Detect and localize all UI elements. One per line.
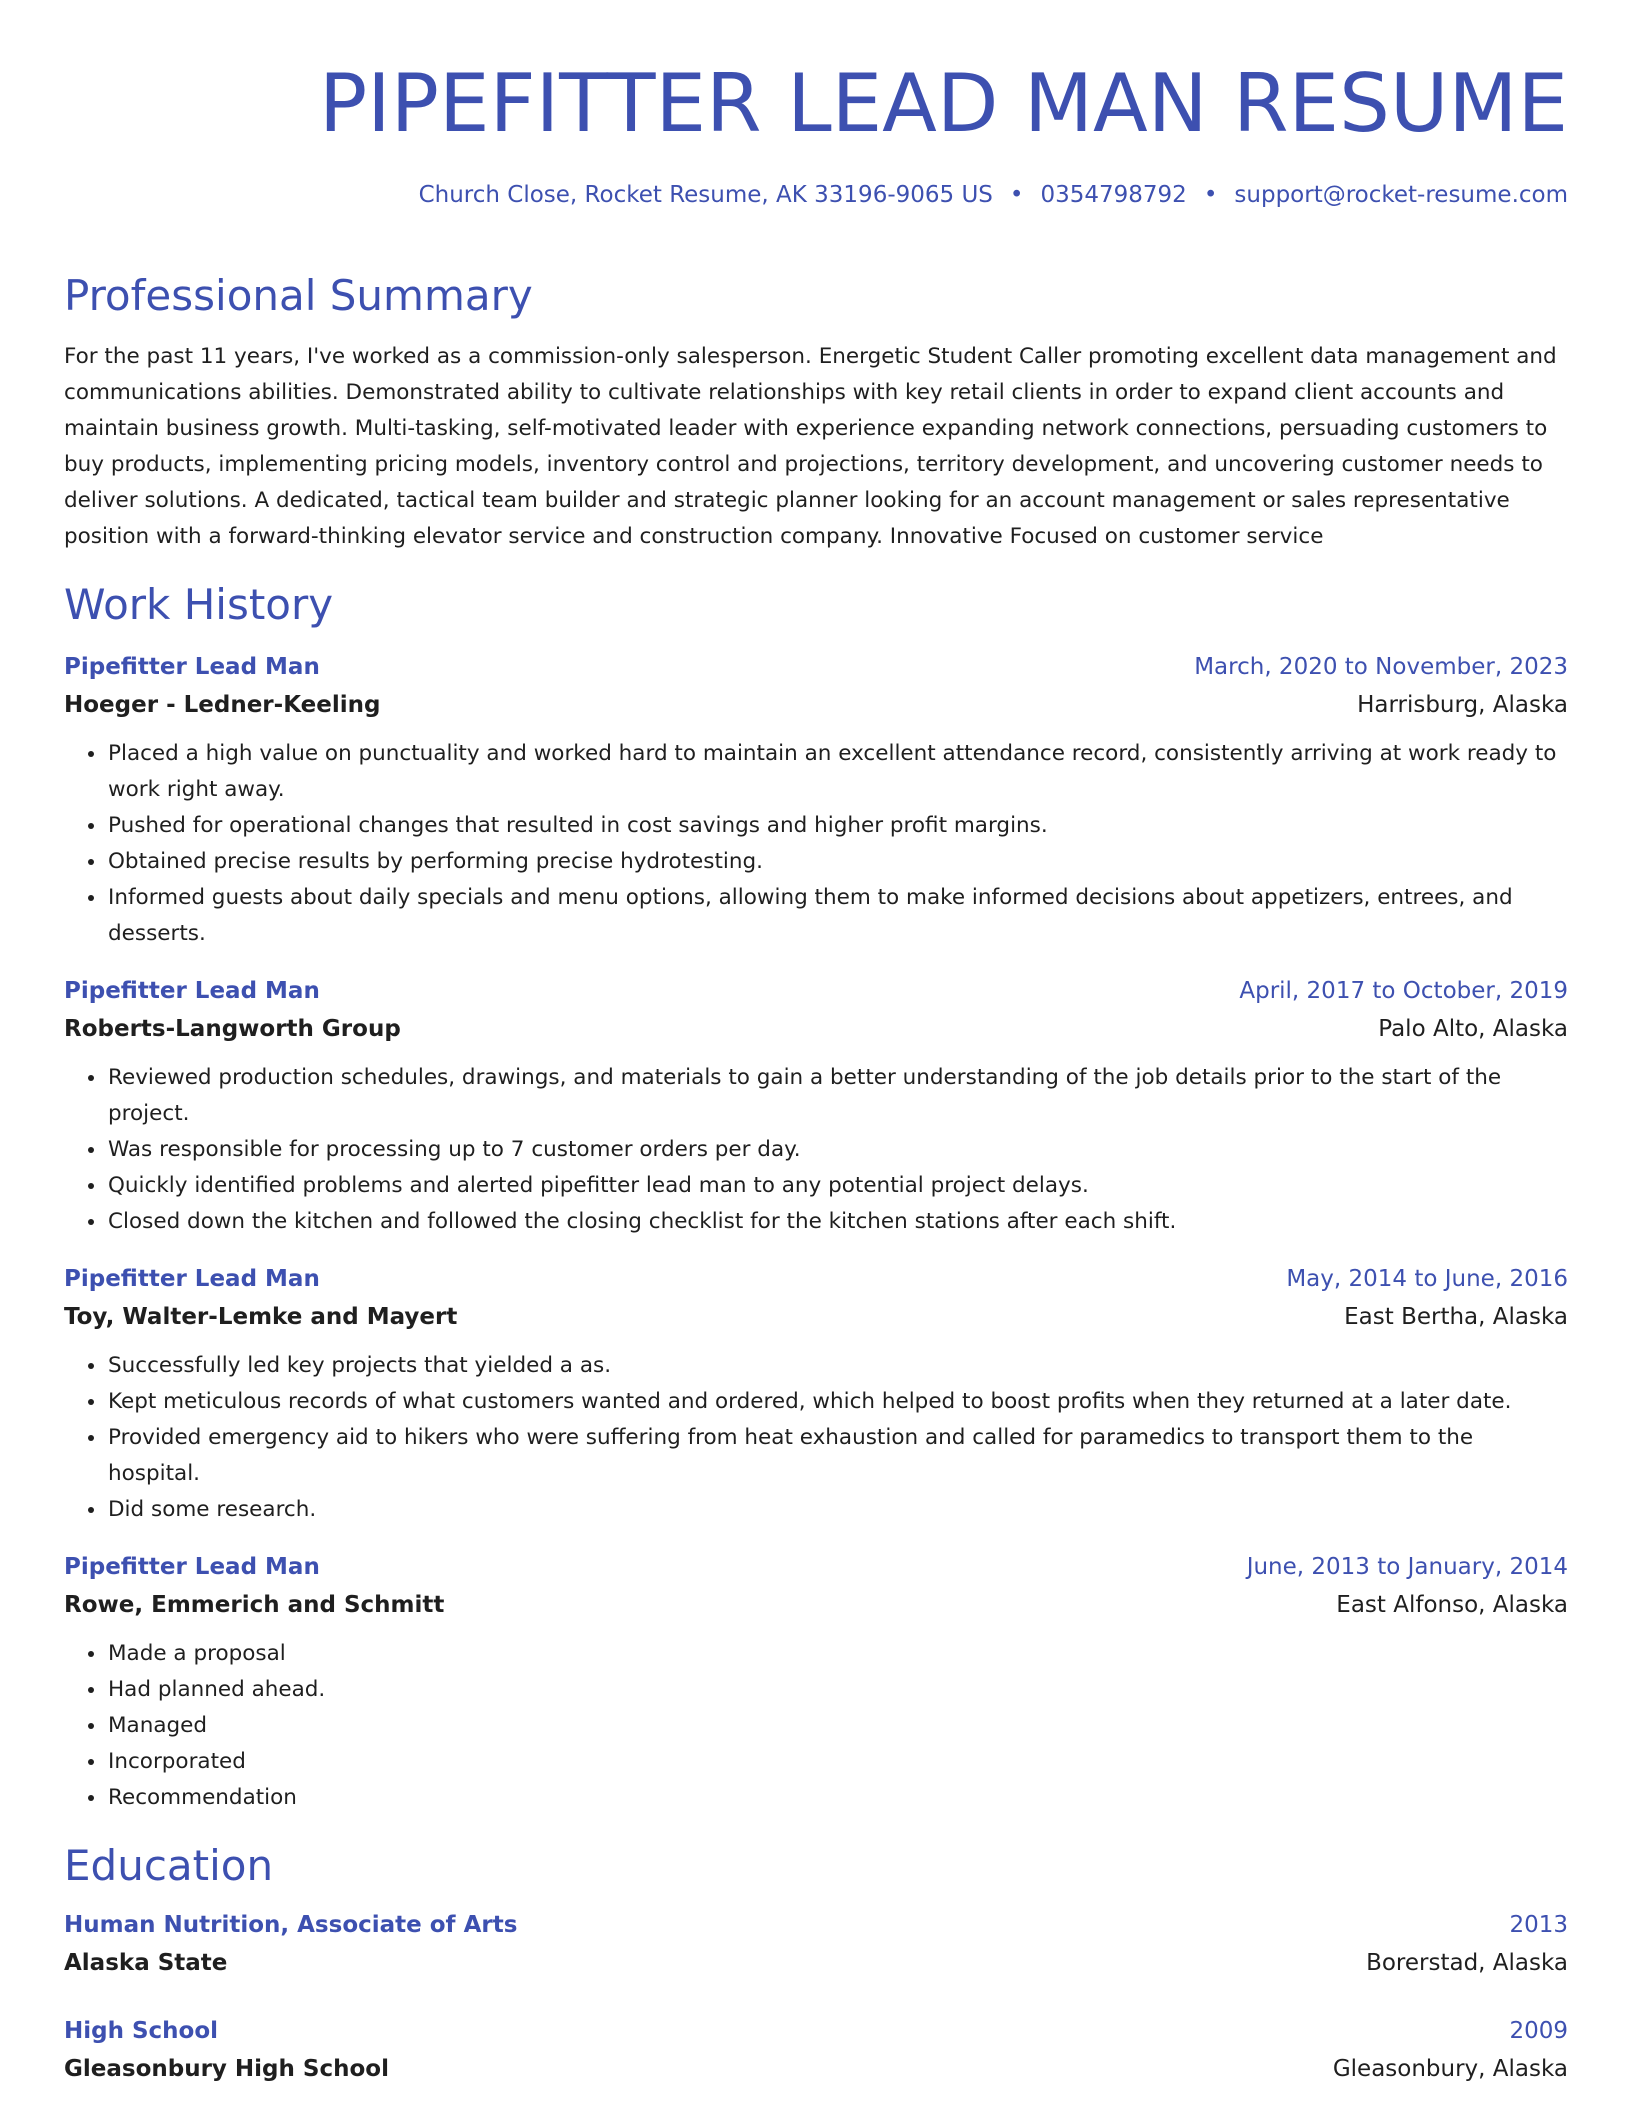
job-location: Harrisburg, Alaska: [1357, 692, 1568, 718]
job-bullet: • Pushed for operational changes that resulted in cost savings and higher profit margins.: [107, 808, 1568, 844]
resume-name: PIPEFITTER LEAD MAN RESUME: [318, 57, 1568, 150]
contact-separator: •: [1009, 182, 1024, 208]
job-bullet: • Reviewed production schedules, drawings, and materials to gain a better understanding of the job details prior to the start of the project.: [107, 1060, 1568, 1132]
job-dates: March, 2020 to November, 2023: [1194, 654, 1568, 680]
job-bullet: • Quickly identified problems and alerted pipefitter lead man to any potential project delays.: [107, 1168, 1568, 1204]
job-bullet: • Managed: [107, 1708, 1568, 1744]
job-entry: [64, 1260, 1568, 1528]
job-bullet: • Kept meticulous records of what customers wanted and ordered, which helped to boost profits when they returned at a later date.: [107, 1384, 1568, 1420]
job-employer: Roberts-Langworth Group: [64, 1016, 401, 1042]
job-bullet: • Incorporated: [107, 1744, 1568, 1780]
contact-email[interactable]: support@rocket-resume.com: [1234, 182, 1568, 208]
job-title: Pipefitter Lead Man: [64, 1554, 320, 1580]
job-bullet: • Obtained precise results by performing precise hydrotesting.: [107, 844, 1568, 880]
education-degree: High School: [64, 2018, 219, 2044]
contact-line: [64, 180, 1568, 210]
summary-heading: Professional Summary: [64, 271, 533, 320]
job-bullet: • Informed guests about daily specials and menu options, allowing them to make informed decisions about appetizers, entrees, and desserts.: [107, 880, 1568, 952]
job-employer: Rowe, Emmerich and Schmitt: [64, 1592, 445, 1618]
job-bullets: [64, 1060, 1568, 1240]
education-school: Gleasonbury High School: [64, 2056, 389, 2082]
education-entry: [64, 1906, 1568, 1982]
job-location: East Alfonso, Alaska: [1336, 1592, 1568, 1618]
job-entry: [64, 648, 1568, 952]
job-bullets: [64, 736, 1568, 952]
job-bullet: • Was responsible for processing up to 7 customer orders per day.: [107, 1132, 1568, 1168]
education-location: Gleasonbury, Alaska: [1332, 2056, 1568, 2082]
job-bullet: • Successfully led key projects that yielded a as.: [107, 1348, 1568, 1384]
job-location: East Bertha, Alaska: [1344, 1304, 1568, 1330]
job-bullet: • Placed a high value on punctuality and worked hard to maintain an excellent attendance record, consistently arriving at work ready to work right away.: [107, 736, 1568, 808]
job-bullets: [64, 1636, 1568, 1816]
education-entry: [64, 2012, 1568, 2088]
job-bullet: • Did some research.: [107, 1492, 1568, 1528]
education-year: 2009: [1509, 2018, 1568, 2044]
education-degree: Human Nutrition, Associate of Arts: [64, 1912, 518, 1938]
job-bullet: • Provided emergency aid to hikers who were suffering from heat exhaustion and called for paramedics to transport them to the hospital.: [107, 1420, 1568, 1492]
contact-separator: •: [1203, 182, 1218, 208]
job-entry: [64, 1548, 1568, 1816]
job-bullet: • Had planned ahead.: [107, 1672, 1568, 1708]
education-heading: Education: [64, 1841, 274, 1890]
job-location: Palo Alto, Alaska: [1378, 1016, 1568, 1042]
job-bullet: • Recommendation: [107, 1780, 1568, 1816]
resume-page: [64, 0, 1568, 2088]
job-employer: Toy, Walter-Lemke and Mayert: [64, 1304, 458, 1330]
job-bullet: • Made a proposal: [107, 1636, 1568, 1672]
contact-address: Church Close, Rocket Resume, AK 33196-9065 US: [418, 182, 993, 208]
job-bullet: • Closed down the kitchen and followed the closing checklist for the kitchen stations after each shift.: [107, 1204, 1568, 1240]
contact-phone: 0354798792: [1040, 182, 1187, 208]
job-title: Pipefitter Lead Man: [64, 978, 320, 1004]
summary-text: For the past 11 years, I've worked as a commission-only salesperson. Energetic Student Caller promoting excellent data management and communications abilities. Demonstrated ability to cultivate relationships with key retail clients in order to expand client accounts and maintain business growth. Multi-tasking, self-motivated leader with experience expanding network connections, persuading customers to buy products, implementing pricing models, inventory control and projections, territory development, and uncovering customer needs to deliver solutions. A dedicated, tactical team builder and strategic planner looking for an account management or sales representative position with a forward-thinking elevator service and construction company. Innovative Focused on customer service: [64, 344, 1557, 549]
job-entry: [64, 972, 1568, 1240]
education-school: Alaska State: [64, 1950, 228, 1976]
job-title: Pipefitter Lead Man: [64, 1266, 320, 1292]
work-history-heading: Work History: [64, 580, 334, 629]
education-location: Borerstad, Alaska: [1366, 1950, 1568, 1976]
job-dates: May, 2014 to June, 2016: [1286, 1266, 1568, 1292]
job-bullets: [64, 1348, 1568, 1528]
job-dates: April, 2017 to October, 2019: [1239, 978, 1568, 1004]
job-title: Pipefitter Lead Man: [64, 654, 320, 680]
job-dates: June, 2013 to January, 2014: [1246, 1554, 1568, 1580]
education-year: 2013: [1509, 1912, 1568, 1938]
job-employer: Hoeger - Ledner-Keeling: [64, 692, 381, 718]
